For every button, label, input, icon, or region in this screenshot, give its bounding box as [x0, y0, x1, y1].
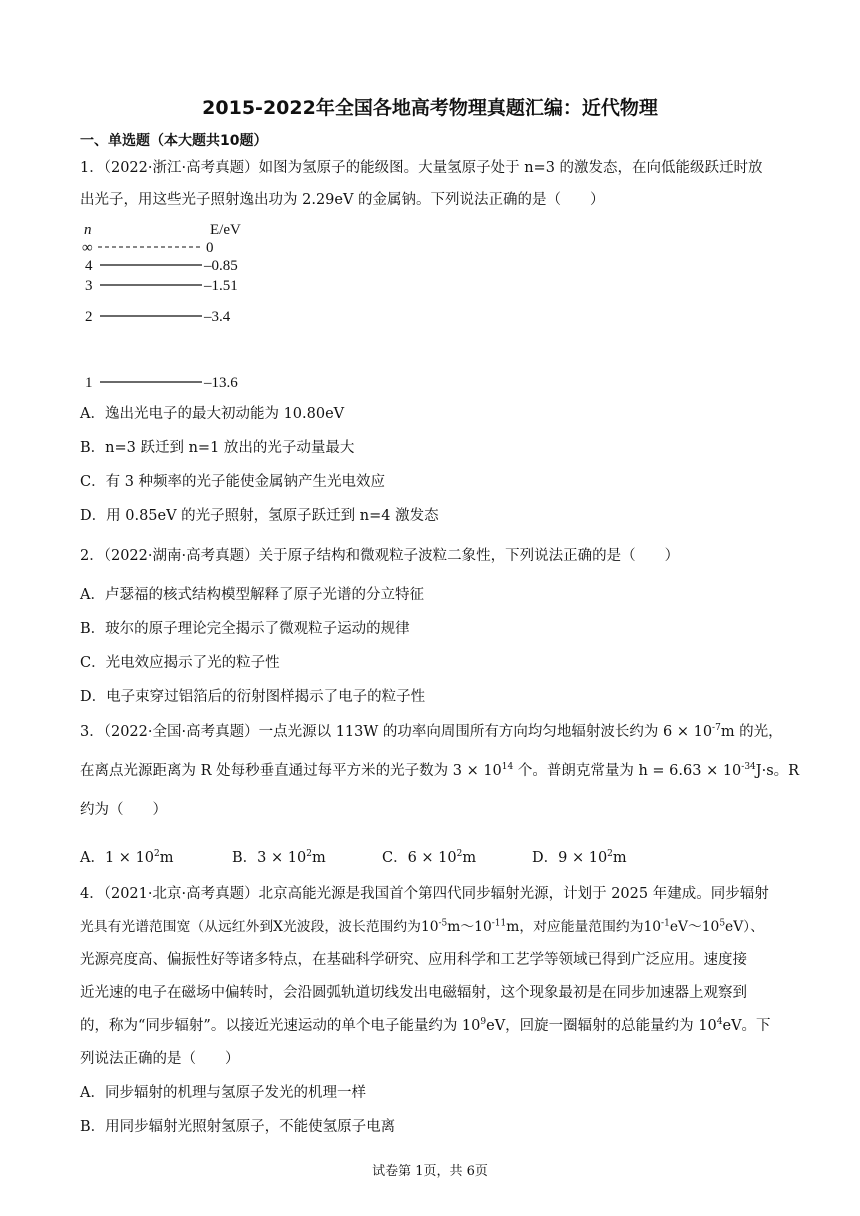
level-e-3: –1.51: [204, 278, 238, 294]
q3-option-b[interactable]: B．$3 \times 10^2m$: [232, 849, 326, 866]
q1-option-b[interactable]: B．n=3 跃迁到 n=1 放出的光子动量最大: [80, 440, 355, 456]
level-n-1: 1: [85, 375, 93, 391]
q2-option-a[interactable]: A．卢瑟福的核式结构模型解释了原子光谱的分立特征: [80, 587, 424, 603]
q3-stem-line1: 3．（2022·全国·高考真题）一点光源以 113W 的功率向周围所有方向均匀地辐射波长约为 $6 \times 10^{-7}m$ 的光，: [80, 723, 783, 740]
level-e-2: –3.4: [204, 309, 231, 325]
q3-stem-line2: 在离点光源距离为 R 处每秒垂直通过每平方米的光子数为 $3 \times 10^{14}$ 个。普朗克常量为 $h = 6.63 \times 10^{-34}J\cdot s$。R: [80, 762, 800, 779]
q2-stem: 2．（2022·湖南·高考真题）关于原子结构和微观粒子波粒二象性，下列说法正确的是（ ）: [80, 548, 680, 564]
q2-option-b[interactable]: B．玻尔的原子理论完全揭示了微观粒子运动的规律: [80, 621, 410, 637]
level-n-3: 3: [85, 278, 93, 294]
level-e-1: –13.6: [204, 375, 238, 391]
section-heading: 一、单选题（本大题共10题）: [80, 133, 268, 149]
q3-option-d[interactable]: D．$9 \times 10^2m$: [532, 849, 627, 866]
level-e-inf: 0: [206, 240, 214, 256]
q3-option-c[interactable]: C．$6 \times 10^2m$: [382, 849, 477, 866]
q4-stem-line6: 列说法正确的是（ ）: [80, 1051, 240, 1067]
page-title: 2015-2022年全国各地高考物理真题汇编：近代物理: [202, 97, 658, 119]
q1-option-a[interactable]: A．逸出光电子的最大初动能为 10.80eV: [80, 406, 345, 422]
q2-option-d[interactable]: D．电子束穿过铝箔后的衍射图样揭示了电子的粒子性: [80, 689, 426, 705]
diagram-e-header: E/eV: [210, 222, 241, 238]
q4-stem-line2: 光具有光谱范围宽（从远红外到X光波段，波长范围约为$10^{-5}m\sim 10^{-11}m$，对应能量范围约为$10^{-1}eV\sim 10^5eV$）、: [80, 918, 764, 935]
q2-option-c[interactable]: C．光电效应揭示了光的粒子性: [80, 655, 280, 671]
level-n-inf: ∞: [82, 240, 93, 256]
q1-stem-line1: 1．（2022·浙江·高考真题）如图为氢原子的能级图。大量氢原子处于 n=3 的激发态，在向低能级跃迁时放: [80, 160, 763, 176]
level-n-4: 4: [85, 258, 93, 274]
q4-option-b[interactable]: B．用同步辐射光照射氢原子，不能使氢原子电离: [80, 1119, 396, 1135]
q4-option-a[interactable]: A．同步辐射的机理与氢原子发光的机理一样: [80, 1085, 366, 1101]
q4-stem-line5: 的，称为“同步辐射”。以接近光速运动的单个电子能量约为 $10^9eV$，回旋一圈辐射的总能量约为 $10^4eV$。下: [80, 1017, 771, 1034]
q3-stem-line3: 约为（ ）: [80, 802, 167, 818]
page-footer: 试卷第 1页，共 6页: [372, 1164, 488, 1179]
q1-option-d[interactable]: D．用 0.85eV 的光子照射，氢原子跃迁到 n=4 激发态: [80, 508, 439, 524]
diagram-n-header: n: [84, 222, 92, 238]
energy-level-diagram: [82, 218, 262, 398]
q4-stem-line1: 4．（2021·北京·高考真题）北京高能光源是我国首个第四代同步辐射光源，计划于 2025 年建成。同步辐射: [80, 886, 769, 902]
q1-option-c[interactable]: C．有 3 种频率的光子能使金属钠产生光电效应: [80, 474, 386, 490]
q4-stem-line3: 光源亮度高、偏振性好等诸多特点，在基础科学研究、应用科学和工艺学等领域已得到广泛应用。速度接: [80, 952, 747, 968]
level-e-4: –0.85: [204, 258, 238, 274]
q3-option-a[interactable]: A．$1 \times 10^2m$: [80, 849, 174, 866]
q4-stem-line4: 近光速的电子在磁场中偏转时，会沿圆弧轨道切线发出电磁辐射，这个现象最初是在同步加速器上观察到: [80, 985, 747, 1001]
level-n-2: 2: [85, 309, 93, 325]
q1-stem-line2: 出光子，用这些光子照射逸出功为 2.29eV 的金属钠。下列说法正确的是（ ）: [80, 192, 605, 208]
